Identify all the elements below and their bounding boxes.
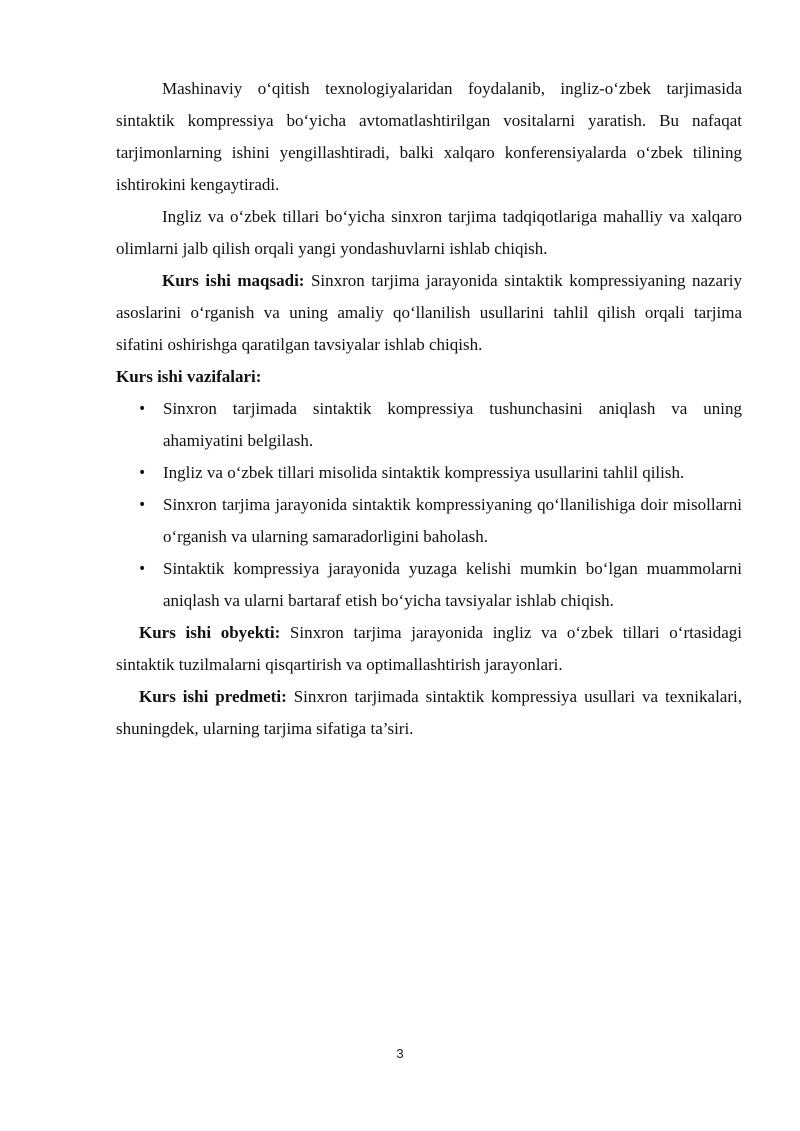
purpose-label: Kurs ishi maqsadi: <box>162 271 305 290</box>
page-body <box>116 73 742 745</box>
paragraph-ml-tools: Mashinaviy o‘qitish texnologiyalaridan foydalanib, ingliz-o‘zbek tarjimasida sintaktik kompressiya bo‘yicha avtomatlashtirilgan vositalarni yaratish. Bu nafaqat tarjimonlarning ishini yengillashtiradi, balki xalqaro konferensiyalarda o‘zbek tilining ishtirokini kengaytiradi. <box>116 79 742 194</box>
task-item <box>138 489 742 553</box>
purpose-paragraph <box>116 265 742 361</box>
task-item <box>138 553 742 617</box>
purpose-text: Sinxron tarjima jarayonida sintaktik kompressiyaning nazariy asoslarini o‘rganish va uning amaliy qo‘llanilish usullarini tahlil qilish orqali tarjima sifatini oshirishga qaratilgan tavsiyalar ishlab chiqish. <box>116 271 742 354</box>
bullet-icon: • <box>138 401 147 417</box>
task-item-text: Sinxron tarjimada sintaktik kompressiya tushunchasini aniqlash va uning ahamiyatini belgilash. <box>163 399 742 450</box>
object-text: Sinxron tarjima jarayonida ingliz va o‘zbek tillari o‘rtasidagi sintaktik tuzilmalarni qisqartirish va optimallashtirish jarayonlari. <box>116 623 742 674</box>
task-item-text: Sinxron tarjima jarayonida sintaktik kompressiyaning qo‘llanilishiga doir misollarni o‘rganish va ularning samaradorligini baholash. <box>163 495 742 546</box>
paragraph-research-scholars: Ingliz va o‘zbek tillari bo‘yicha sinxron tarjima tadqiqotlariga mahalliy va xalqaro olimlarni jalb qilish orqali yangi yondashuvlarni ishlab chiqish. <box>116 207 742 258</box>
object-label: Kurs ishi obyekti: <box>139 623 281 642</box>
bullet-icon: • <box>138 497 147 513</box>
subject-label: Kurs ishi predmeti: <box>139 687 287 706</box>
bullet-icon: • <box>138 561 147 577</box>
subject-text: Sinxron tarjimada sintaktik kompressiya usullari va texnikalari, shuningdek, ularning tarjima sifatiga ta’siri. <box>116 687 742 738</box>
object-paragraph <box>116 617 742 681</box>
task-item <box>138 457 742 489</box>
page-number: 3 <box>396 1046 404 1061</box>
task-item-text: Sintaktik kompressiya jarayonida yuzaga kelishi mumkin bo‘lgan muammolarni aniqlash va ularni bartaraf etish bo‘yicha tavsiyalar ishlab chiqish. <box>163 559 742 610</box>
tasks-list <box>116 393 742 617</box>
tasks-heading: Kurs ishi vazifalari: <box>116 367 262 386</box>
task-item <box>138 393 742 457</box>
task-item-text: Ingliz va o‘zbek tillari misolida sintaktik kompressiya usullarini tahlil qilish. <box>163 463 685 482</box>
bullet-icon: • <box>138 465 147 481</box>
subject-paragraph <box>116 681 742 745</box>
